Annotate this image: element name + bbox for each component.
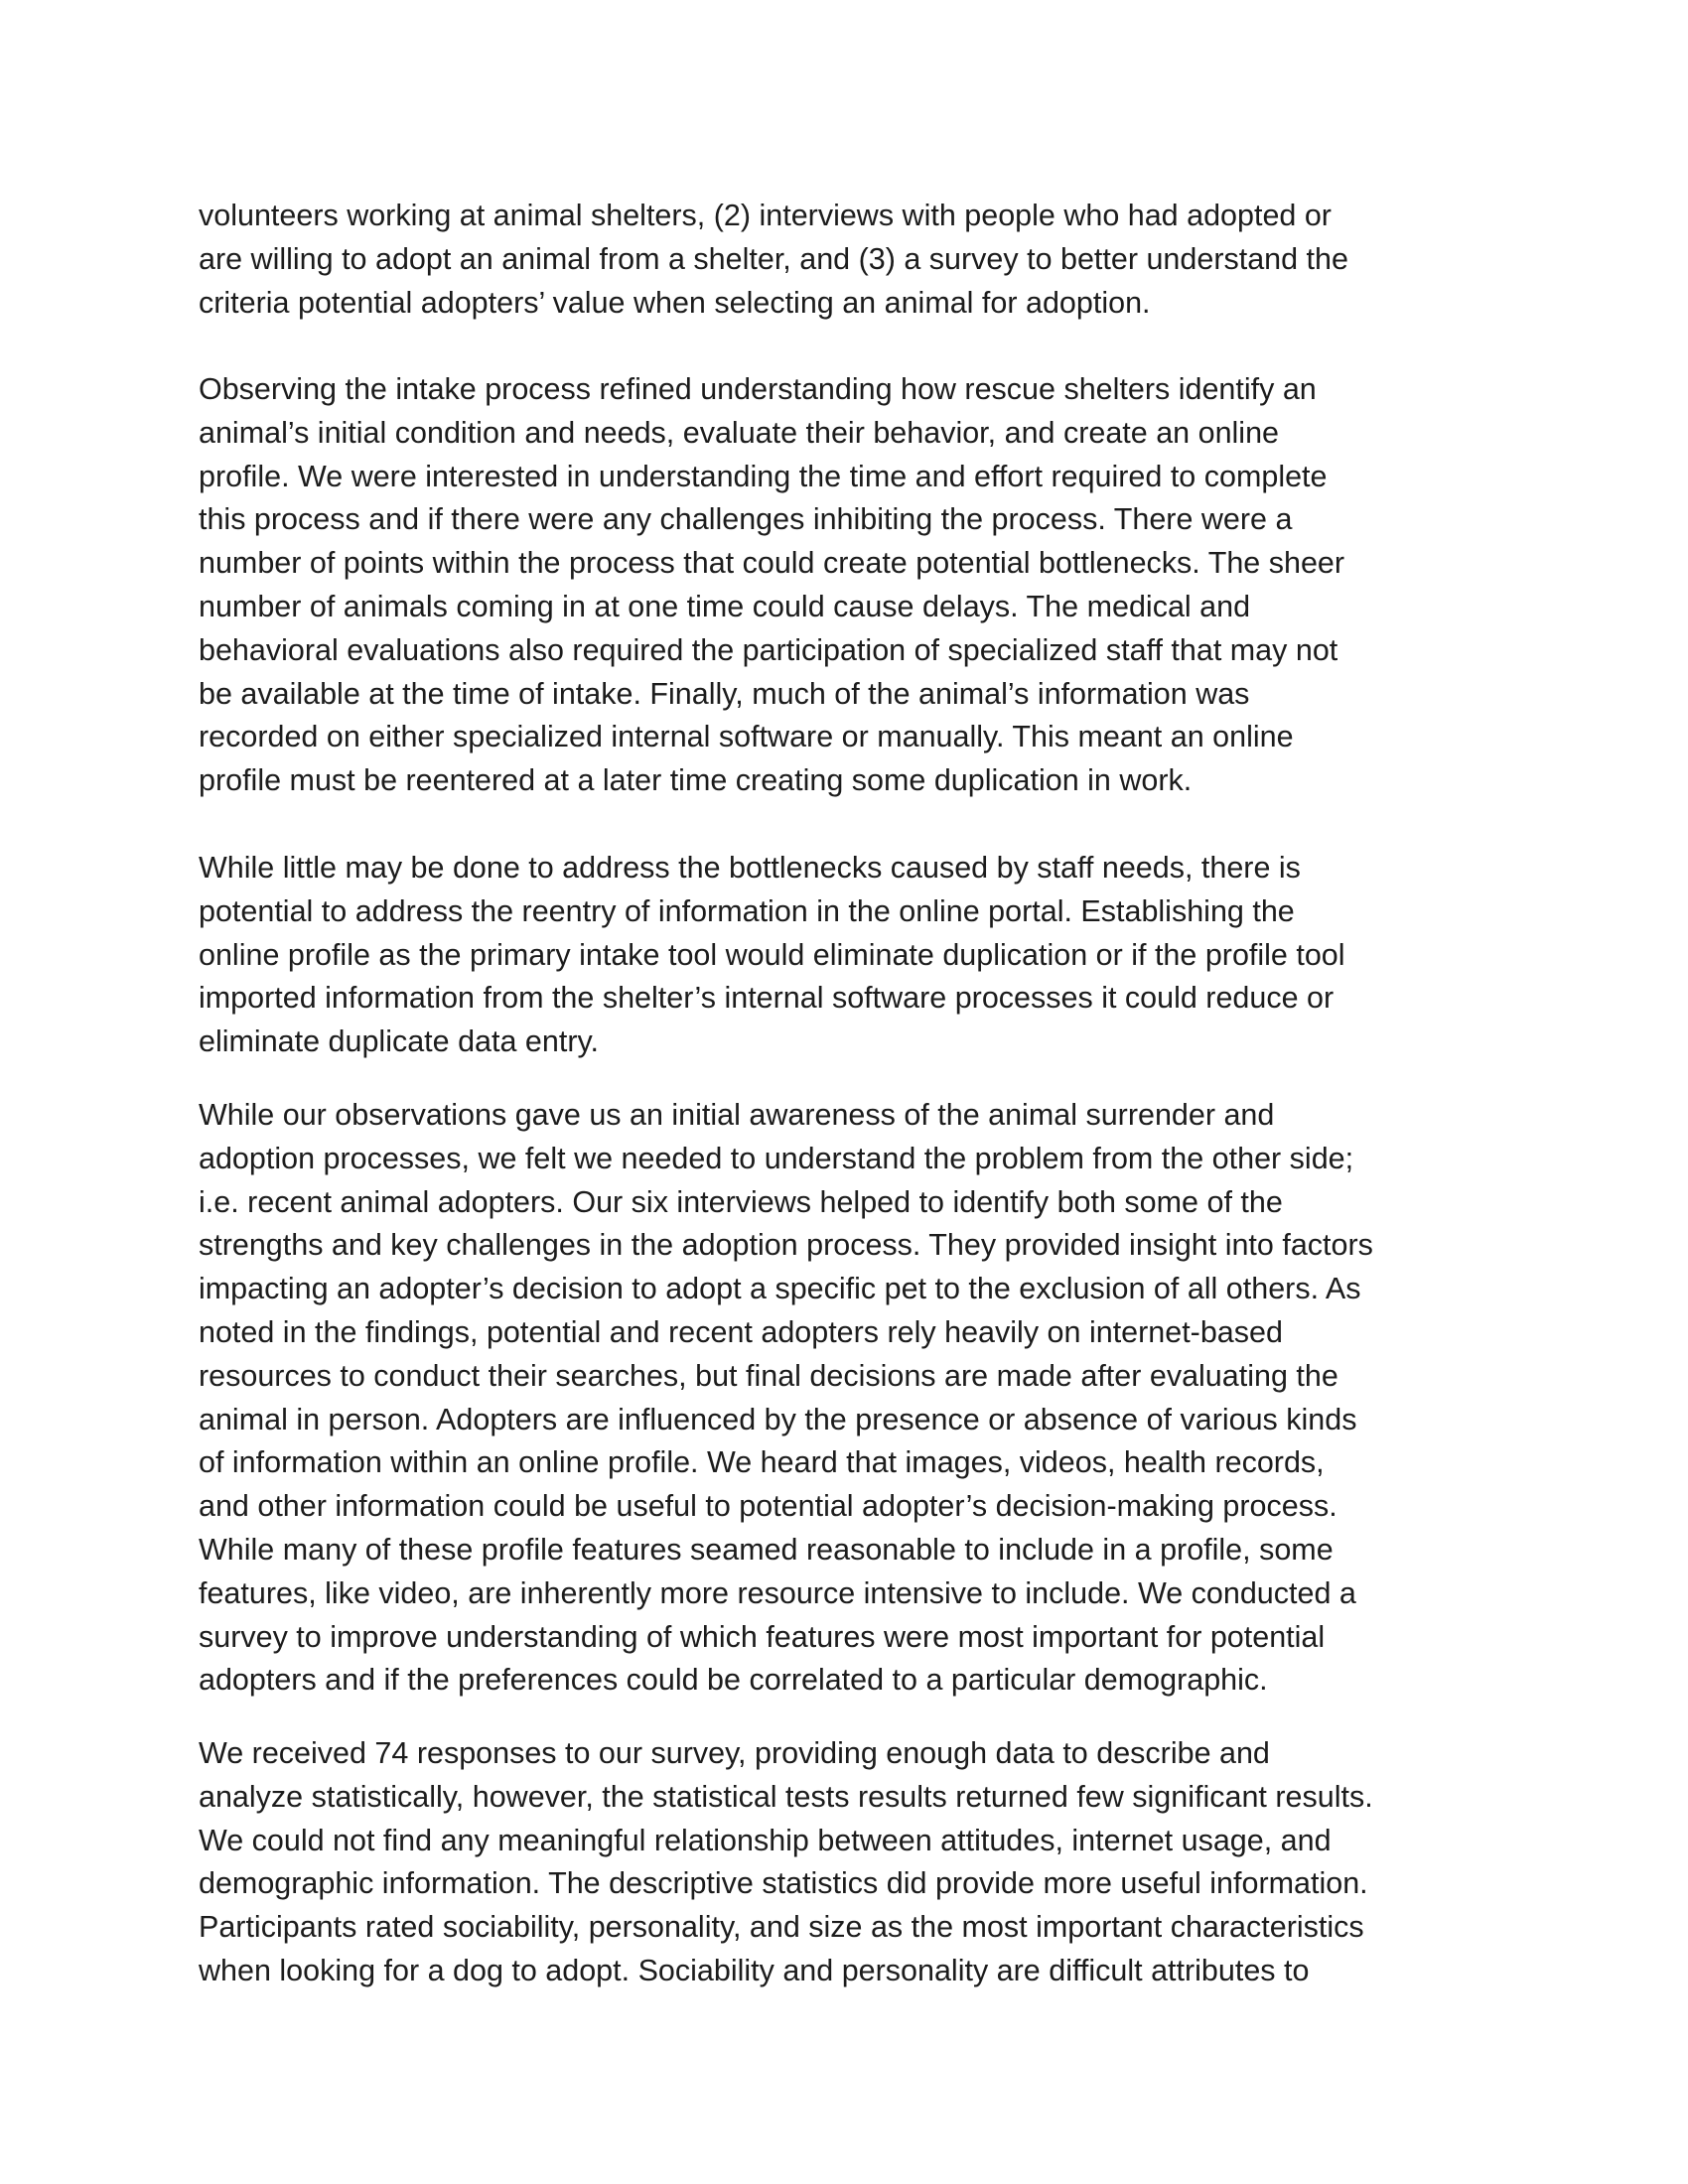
text-line: when looking for a dog to adopt. Sociability and personality are difficult attributes to xyxy=(199,1953,1310,1987)
text-line: adopters and if the preferences could be correlated to a particular demographic. xyxy=(199,1663,1268,1698)
text-line: While many of these profile features seamed reasonable to include in a profile, some xyxy=(199,1532,1334,1567)
paragraph-5 xyxy=(199,1732,1373,1993)
paragraph-3 xyxy=(199,847,1345,1064)
text-line: survey to improve understanding of which features were most important for potential xyxy=(199,1619,1326,1654)
text-line: of information within an online profile. We heard that images, videos, health records, xyxy=(199,1445,1325,1480)
text-line: features, like video, are inherently more resource intensive to include. We conducted a xyxy=(199,1575,1356,1610)
text-line: volunteers working at animal shelters, (2) interviews with people who had adopted or xyxy=(199,199,1332,232)
text-line: be available at the time of intake. Finally, much of the animal’s information was xyxy=(199,676,1250,711)
text-line: animal’s initial condition and needs, evaluate their behavior, and create an online xyxy=(199,415,1280,450)
text-line: are willing to adopt an animal from a shelter, and (3) a survey to better understand the xyxy=(199,241,1348,276)
text-line: We received 74 responses to our survey, providing enough data to describe and xyxy=(199,1736,1270,1770)
text-line: Participants rated sociability, personality, and size as the most important characteristics xyxy=(199,1910,1364,1945)
text-line: impacting an adopter’s decision to adopt a specific pet to the exclusion of all others. As xyxy=(199,1272,1361,1306)
text-line: behavioral evaluations also required the participation of specialized staff that may not xyxy=(199,632,1338,667)
paragraph-1 xyxy=(199,195,1348,325)
text-line: analyze statistically, however, the statistical tests results returned few significant results. xyxy=(199,1779,1373,1814)
text-line: number of animals coming in at one time could cause delays. The medical and xyxy=(199,589,1251,623)
text-line: We could not find any meaningful relationship between attitudes, internet usage, and xyxy=(199,1823,1332,1857)
text-line: and other information could be useful to potential adopter’s decision-making process. xyxy=(199,1489,1337,1524)
text-line: i.e. recent animal adopters. Our six interviews helped to identify both some of the xyxy=(199,1184,1283,1219)
text-line: criteria potential adopters’ value when selecting an animal for adoption. xyxy=(199,285,1151,320)
text-line: eliminate duplicate data entry. xyxy=(199,1024,599,1059)
text-line: profile. We were interested in understanding the time and effort required to complete xyxy=(199,459,1328,493)
text-line: strengths and key challenges in the adoption process. They provided insight into factors xyxy=(199,1228,1373,1263)
text-line: recorded on either specialized internal software or manually. This meant an online xyxy=(199,720,1294,754)
text-line: potential to address the reentry of information in the online portal. Establishing the xyxy=(199,893,1295,928)
paragraph-4 xyxy=(199,1094,1373,1703)
text-line: animal in person. Adopters are influenced by the presence or absence of various kinds xyxy=(199,1402,1357,1436)
text-line: While our observations gave us an initial awareness of the animal surrender and xyxy=(199,1098,1275,1132)
text-line: number of points within the process that could create potential bottlenecks. The sheer xyxy=(199,546,1345,581)
text-line: imported information from the shelter’s internal software processes it could reduce or xyxy=(199,981,1335,1016)
text-line: Observing the intake process refined understanding how rescue shelters identify an xyxy=(199,372,1317,406)
text-line: this process and if there were any challenges inhibiting the process. There were a xyxy=(199,502,1293,537)
text-line: noted in the findings, potential and recent adopters rely heavily on internet-based xyxy=(199,1314,1283,1349)
text-line: resources to conduct their searches, but final decisions are made after evaluating the xyxy=(199,1358,1338,1393)
text-line: While little may be done to address the bottlenecks caused by staff needs, there is xyxy=(199,851,1301,885)
paragraph-2 xyxy=(199,368,1344,803)
text-line: online profile as the primary intake tool would eliminate duplication or if the profile tool xyxy=(199,937,1345,972)
text-line: adoption processes, we felt we needed to understand the problem from the other side; xyxy=(199,1141,1354,1175)
text-line: profile must be reentered at a later time creating some duplication in work. xyxy=(199,763,1193,798)
text-line: demographic information. The descriptive statistics did provide more useful information. xyxy=(199,1866,1368,1901)
